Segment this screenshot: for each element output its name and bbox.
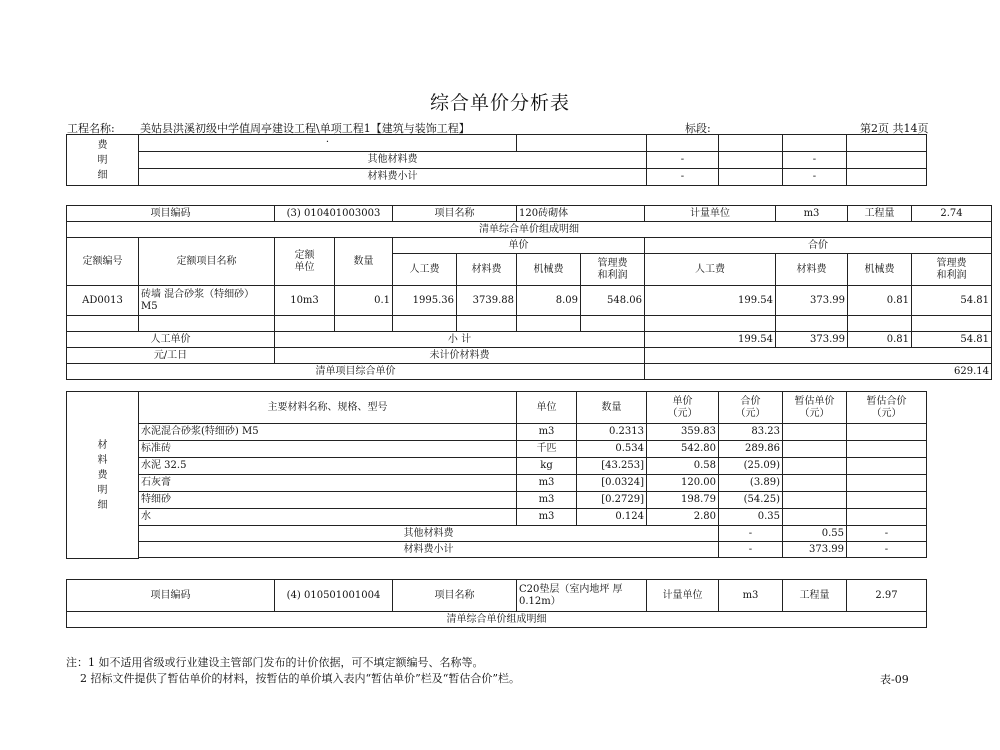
composite-price-value: 629.14 bbox=[645, 364, 992, 380]
subtotal-labor: 199.54 bbox=[645, 332, 776, 348]
col-price-material: 材料费 bbox=[457, 254, 517, 286]
prev-side-label: 费 明 细 bbox=[67, 135, 139, 186]
col-total-labor: 人工费 bbox=[645, 254, 776, 286]
item3-qty: 2.74 bbox=[912, 206, 992, 222]
col-price-machine: 机械费 bbox=[517, 254, 581, 286]
col-price-labor: 人工费 bbox=[393, 254, 457, 286]
material-unit: 千匹 bbox=[517, 441, 577, 458]
quota-qty: 0.1 bbox=[335, 286, 393, 316]
project-name-label: 工程名称: bbox=[67, 122, 115, 135]
col-quota-name: 定额项目名称 bbox=[139, 238, 275, 286]
material-row bbox=[67, 458, 927, 475]
footnote-2: 2 招标文件提供了暂估单价的材料，按暂估的单价填入表内“暂估单价”栏及“暂估合价”栏。 bbox=[66, 672, 520, 685]
material-total: 0.35 bbox=[719, 509, 783, 526]
quota-code: AD0013 bbox=[67, 286, 139, 316]
material-name: 标准砖 bbox=[139, 441, 517, 458]
item4-unit-label: 计量单位 bbox=[647, 580, 719, 612]
material-row bbox=[67, 475, 927, 492]
col-unit-price-group: 单价 bbox=[393, 238, 645, 254]
material-row bbox=[67, 509, 927, 526]
material-name: 水 bbox=[139, 509, 517, 526]
material-price: 198.79 bbox=[647, 492, 719, 509]
item3-unit: m3 bbox=[776, 206, 848, 222]
col-material-unit: 单位 bbox=[517, 392, 577, 424]
subtotal-label: 小 计 bbox=[275, 332, 645, 348]
col-material-total: 合价 （元） bbox=[719, 392, 783, 424]
col-total-price-group: 合价 bbox=[645, 238, 992, 254]
prev-material-table bbox=[66, 134, 927, 186]
material-total: (3.89) bbox=[719, 475, 783, 492]
prev-subtotal-label: 材料费小计 bbox=[139, 169, 647, 186]
item3-name: 120砖砌体 bbox=[517, 206, 645, 222]
material-unit: kg bbox=[517, 458, 577, 475]
item4-code-label: 项目编码 bbox=[67, 580, 275, 612]
material-name: 石灰膏 bbox=[139, 475, 517, 492]
form-code: 表-09 bbox=[880, 673, 909, 686]
material-qty: 0.534 bbox=[577, 441, 647, 458]
material-side-label: 材 料 费 明 细 bbox=[67, 392, 139, 559]
material-unit: m3 bbox=[517, 475, 577, 492]
material-total: (54.25) bbox=[719, 492, 783, 509]
material-name: 水泥 32.5 bbox=[139, 458, 517, 475]
material-qty: [0.2729] bbox=[577, 492, 647, 509]
col-total-mgmt: 管理费 和利润 bbox=[912, 254, 992, 286]
labor-price-label: 人工单价 bbox=[67, 332, 275, 348]
material-subtotal-dash2: - bbox=[847, 542, 927, 558]
col-price-mgmt: 管理费 和利润 bbox=[581, 254, 645, 286]
item3-qty-label: 工程量 bbox=[848, 206, 912, 222]
material-qty: 0.124 bbox=[577, 509, 647, 526]
item3-material-table bbox=[66, 391, 927, 559]
material-row bbox=[67, 441, 927, 458]
total-mgmt: 54.81 bbox=[912, 286, 992, 316]
material-row bbox=[67, 424, 927, 441]
price-mgmt: 548.06 bbox=[581, 286, 645, 316]
other-material-dash1: - bbox=[719, 526, 783, 542]
col-total-material: 材料费 bbox=[776, 254, 848, 286]
price-machine: 8.09 bbox=[517, 286, 581, 316]
section-label: 标段: bbox=[685, 122, 711, 135]
subtotal-mgmt: 54.81 bbox=[912, 332, 992, 348]
page-info: 第2页 共14页 bbox=[860, 122, 929, 135]
item4-unit: m3 bbox=[719, 580, 783, 612]
col-estimated-total: 暂估合价 （元） bbox=[847, 392, 927, 424]
project-name: 美姑县洪溪初级中学值周亭建设工程\单项工程1【建筑与装饰工程】 bbox=[140, 122, 470, 135]
material-qty: [43.253] bbox=[577, 458, 647, 475]
col-total-machine: 机械费 bbox=[848, 254, 912, 286]
material-subtotal-total: 373.99 bbox=[783, 542, 847, 558]
material-price: 0.58 bbox=[647, 458, 719, 475]
price-labor: 1995.36 bbox=[393, 286, 457, 316]
material-price: 2.80 bbox=[647, 509, 719, 526]
col-material-qty: 数量 bbox=[577, 392, 647, 424]
col-material-name: 主要材料名称、规格、型号 bbox=[139, 392, 517, 424]
item4-code: (4) 010501001004 bbox=[275, 580, 393, 612]
material-price: 542.80 bbox=[647, 441, 719, 458]
item3-unit-label: 计量单位 bbox=[645, 206, 776, 222]
other-material-dash2: - bbox=[847, 526, 927, 542]
other-material-total: 0.55 bbox=[783, 526, 847, 542]
quota-row bbox=[67, 286, 992, 316]
material-qty: [0.0324] bbox=[577, 475, 647, 492]
item3-analysis-table bbox=[66, 205, 992, 380]
subtotal-machine: 0.81 bbox=[848, 332, 912, 348]
yuan-per-day: 元/工日 bbox=[67, 348, 275, 364]
price-material: 3739.88 bbox=[457, 286, 517, 316]
col-estimated-price: 暂估单价 （元） bbox=[783, 392, 847, 424]
prev-other-label: 其他材料费 bbox=[139, 152, 647, 169]
material-price: 120.00 bbox=[647, 475, 719, 492]
item3-code-label: 项目编码 bbox=[67, 206, 275, 222]
material-qty: 0.2313 bbox=[577, 424, 647, 441]
item4-analysis-table bbox=[66, 579, 927, 628]
material-total: (25.09) bbox=[719, 458, 783, 475]
material-name: 水泥混合砂浆(特细砂) M5 bbox=[139, 424, 517, 441]
material-subtotal-label: 材料费小计 bbox=[139, 542, 719, 558]
footnote-1: 注：1 如不适用省级或行业建设主管部门发布的计价依据，可不填定额编号、名称等。 bbox=[66, 656, 484, 669]
other-material-label: 其他材料费 bbox=[139, 526, 719, 542]
quota-name: 砖墙 混合砂浆（特细砂） M5 bbox=[139, 286, 275, 316]
material-unit: m3 bbox=[517, 509, 577, 526]
subtotal-material: 373.99 bbox=[776, 332, 848, 348]
item3-code: (3) 010401003003 bbox=[275, 206, 393, 222]
unpriced-material-label: 未计价材料费 bbox=[275, 348, 645, 364]
item4-name: C20垫层（室内地坪 厚 0.12m） bbox=[517, 580, 647, 612]
footnotes bbox=[66, 655, 520, 687]
col-quantity: 数量 bbox=[335, 238, 393, 286]
item4-section-title: 清单综合单价组成明细 bbox=[67, 612, 927, 628]
prev-other-dash2: - bbox=[783, 152, 847, 169]
material-name: 特细砂 bbox=[139, 492, 517, 509]
item3-name-label: 项目名称 bbox=[393, 206, 517, 222]
material-total: 83.23 bbox=[719, 424, 783, 441]
material-subtotal-dash1: - bbox=[719, 542, 783, 558]
item3-section-title: 清单综合单价组成明细 bbox=[67, 222, 992, 238]
material-row bbox=[67, 492, 927, 509]
item4-qty: 2.97 bbox=[847, 580, 927, 612]
prev-subtotal-dash1: - bbox=[647, 169, 719, 186]
page-title: 综合单价分析表 bbox=[429, 92, 570, 114]
total-machine: 0.81 bbox=[848, 286, 912, 316]
material-price: 359.83 bbox=[647, 424, 719, 441]
prev-dot: · bbox=[139, 135, 517, 152]
total-labor: 199.54 bbox=[645, 286, 776, 316]
quota-unit: 10m3 bbox=[275, 286, 335, 316]
item4-name-label: 项目名称 bbox=[393, 580, 517, 612]
material-unit: m3 bbox=[517, 492, 577, 509]
col-quota-code: 定额编号 bbox=[67, 238, 139, 286]
prev-other-dash1: - bbox=[647, 152, 719, 169]
total-material: 373.99 bbox=[776, 286, 848, 316]
item4-qty-label: 工程量 bbox=[783, 580, 847, 612]
material-unit: m3 bbox=[517, 424, 577, 441]
material-total: 289.86 bbox=[719, 441, 783, 458]
col-material-price: 单价 （元） bbox=[647, 392, 719, 424]
prev-subtotal-dash2: - bbox=[783, 169, 847, 186]
col-quota-unit: 定额 单位 bbox=[275, 238, 335, 286]
composite-price-label: 清单项目综合单价 bbox=[67, 364, 645, 380]
